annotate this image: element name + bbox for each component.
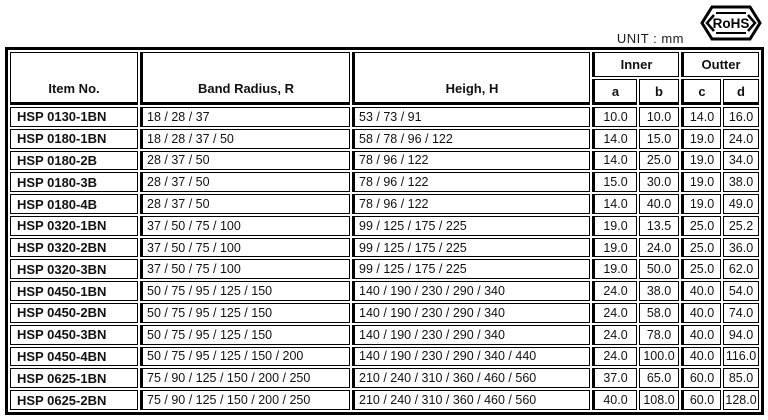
cell-inner-b: 30.0: [639, 172, 679, 192]
cell-outer-c: 19.0: [681, 194, 721, 214]
cell-item-no: HSP 0180-1BN: [10, 129, 138, 149]
table-row: [10, 303, 759, 323]
cell-band-radius: 75 / 90 / 125 / 150 / 200 / 250: [140, 390, 350, 410]
cell-outer-d: 16.0: [723, 107, 759, 127]
cell-outer-c: 25.0: [681, 216, 721, 236]
cell-outer-c: 40.0: [681, 281, 721, 301]
cell-band-radius: 28 / 37 / 50: [140, 151, 350, 171]
table-row: [10, 368, 759, 388]
cell-item-no: HSP 0450-2BN: [10, 303, 138, 323]
cell-inner-b: 38.0: [639, 281, 679, 301]
cell-height: 210 / 240 / 310 / 360 / 460 / 560: [352, 390, 590, 410]
header-band-radius: Band Radius, R: [140, 52, 350, 105]
header-inner-group: Inner: [592, 52, 679, 77]
header-row-groups: [10, 52, 759, 77]
cell-item-no: HSP 0130-1BN: [10, 107, 138, 127]
cell-outer-d: 74.0: [723, 303, 759, 323]
cell-band-radius: 37 / 50 / 75 / 100: [140, 238, 350, 258]
cell-outer-d: 25.2: [723, 216, 759, 236]
cell-outer-c: 14.0: [681, 107, 721, 127]
cell-inner-a: 24.0: [592, 347, 637, 367]
cell-band-radius: 75 / 90 / 125 / 150 / 200 / 250: [140, 368, 350, 388]
cell-outer-c: 60.0: [681, 368, 721, 388]
cell-inner-b: 13.5: [639, 216, 679, 236]
cell-outer-c: 40.0: [681, 325, 721, 345]
header-inner-a: a: [592, 79, 637, 105]
cell-outer-d: 36.0: [723, 238, 759, 258]
cell-outer-d: 49.0: [723, 194, 759, 214]
cell-band-radius: 37 / 50 / 75 / 100: [140, 216, 350, 236]
cell-height: 78 / 96 / 122: [352, 172, 590, 192]
header-height: Heigh, H: [352, 52, 590, 105]
header-item-no: Item No.: [10, 52, 138, 105]
cell-outer-d: 24.0: [723, 129, 759, 149]
header-outer-group: Outter: [681, 52, 759, 77]
cell-inner-a: 40.0: [592, 390, 637, 410]
table-row: [10, 390, 759, 410]
cell-item-no: HSP 0320-2BN: [10, 238, 138, 258]
cell-item-no: HSP 0450-1BN: [10, 281, 138, 301]
cell-outer-c: 19.0: [681, 151, 721, 171]
cell-outer-d: 128.0: [723, 390, 759, 410]
cell-outer-c: 60.0: [681, 390, 721, 410]
cell-inner-b: 15.0: [639, 129, 679, 149]
cell-height: 140 / 190 / 230 / 290 / 340: [352, 325, 590, 345]
cell-band-radius: 37 / 50 / 75 / 100: [140, 259, 350, 279]
header-outer-d: d: [723, 79, 759, 105]
header-inner-b: b: [639, 79, 679, 105]
cell-item-no: HSP 0320-3BN: [10, 259, 138, 279]
cell-height: 140 / 190 / 230 / 290 / 340: [352, 281, 590, 301]
cell-height: 78 / 96 / 122: [352, 194, 590, 214]
table-row: [10, 281, 759, 301]
cell-outer-d: 94.0: [723, 325, 759, 345]
cell-inner-a: 37.0: [592, 368, 637, 388]
cell-inner-a: 24.0: [592, 281, 637, 301]
table-row: [10, 129, 759, 149]
rohs-logo-icon: [699, 4, 763, 42]
cell-band-radius: 28 / 37 / 50: [140, 194, 350, 214]
cell-outer-c: 19.0: [681, 129, 721, 149]
cell-outer-c: 25.0: [681, 238, 721, 258]
table-header: [10, 52, 759, 105]
cell-outer-c: 19.0: [681, 172, 721, 192]
cell-inner-a: 19.0: [592, 216, 637, 236]
cell-band-radius: 50 / 75 / 95 / 125 / 150: [140, 325, 350, 345]
cell-band-radius: 18 / 28 / 37: [140, 107, 350, 127]
table-body: [10, 107, 759, 410]
cell-outer-d: 116.0: [723, 347, 759, 367]
cell-item-no: HSP 0450-4BN: [10, 347, 138, 367]
cell-outer-c: 40.0: [681, 347, 721, 367]
table-row: [10, 216, 759, 236]
rohs-logo-text: RoHS: [712, 16, 750, 31]
cell-height: 53 / 73 / 91: [352, 107, 590, 127]
table-row: [10, 107, 759, 127]
cell-inner-a: 10.0: [592, 107, 637, 127]
cell-item-no: HSP 0625-2BN: [10, 390, 138, 410]
cell-height: 78 / 96 / 122: [352, 151, 590, 171]
cell-outer-d: 38.0: [723, 172, 759, 192]
cell-band-radius: 50 / 75 / 95 / 125 / 150: [140, 281, 350, 301]
cell-band-radius: 28 / 37 / 50: [140, 172, 350, 192]
cell-inner-a: 14.0: [592, 151, 637, 171]
cell-outer-c: 25.0: [681, 259, 721, 279]
cell-item-no: HSP 0180-3B: [10, 172, 138, 192]
cell-outer-c: 40.0: [681, 303, 721, 323]
cell-item-no: HSP 0180-2B: [10, 151, 138, 171]
cell-item-no: HSP 0625-1BN: [10, 368, 138, 388]
table-row: [10, 325, 759, 345]
cell-item-no: HSP 0450-3BN: [10, 325, 138, 345]
cell-item-no: HSP 0320-1BN: [10, 216, 138, 236]
cell-inner-b: 10.0: [639, 107, 679, 127]
header-outer-c: c: [681, 79, 721, 105]
cell-inner-a: 15.0: [592, 172, 637, 192]
cell-inner-b: 100.0: [639, 347, 679, 367]
cell-height: 99 / 125 / 175 / 225: [352, 216, 590, 236]
cell-inner-b: 50.0: [639, 259, 679, 279]
cell-inner-b: 78.0: [639, 325, 679, 345]
cell-height: 99 / 125 / 175 / 225: [352, 238, 590, 258]
cell-inner-b: 24.0: [639, 238, 679, 258]
cell-band-radius: 50 / 75 / 95 / 125 / 150 / 200: [140, 347, 350, 367]
table-row: [10, 172, 759, 192]
cell-outer-d: 34.0: [723, 151, 759, 171]
table-row: [10, 347, 759, 367]
cell-inner-b: 58.0: [639, 303, 679, 323]
spec-table: [5, 47, 764, 415]
cell-inner-a: 14.0: [592, 129, 637, 149]
unit-label: UNIT : mm: [616, 31, 684, 46]
table-row: [10, 238, 759, 258]
cell-band-radius: 18 / 28 / 37 / 50: [140, 129, 350, 149]
cell-inner-b: 25.0: [639, 151, 679, 171]
cell-height: 140 / 190 / 230 / 290 / 340: [352, 303, 590, 323]
cell-item-no: HSP 0180-4B: [10, 194, 138, 214]
table-row: [10, 259, 759, 279]
cell-band-radius: 50 / 75 / 95 / 125 / 150: [140, 303, 350, 323]
cell-inner-a: 24.0: [592, 325, 637, 345]
cell-height: 58 / 78 / 96 / 122: [352, 129, 590, 149]
cell-outer-d: 62.0: [723, 259, 759, 279]
cell-height: 99 / 125 / 175 / 225: [352, 259, 590, 279]
cell-inner-a: 24.0: [592, 303, 637, 323]
cell-inner-b: 108.0: [639, 390, 679, 410]
cell-inner-a: 19.0: [592, 259, 637, 279]
cell-height: 140 / 190 / 230 / 290 / 340 / 440: [352, 347, 590, 367]
table-row: [10, 151, 759, 171]
table-row: [10, 194, 759, 214]
cell-inner-a: 19.0: [592, 238, 637, 258]
cell-inner-b: 65.0: [639, 368, 679, 388]
cell-outer-d: 85.0: [723, 368, 759, 388]
cell-outer-d: 54.0: [723, 281, 759, 301]
cell-height: 210 / 240 / 310 / 360 / 460 / 560: [352, 368, 590, 388]
cell-inner-a: 14.0: [592, 194, 637, 214]
cell-inner-b: 40.0: [639, 194, 679, 214]
